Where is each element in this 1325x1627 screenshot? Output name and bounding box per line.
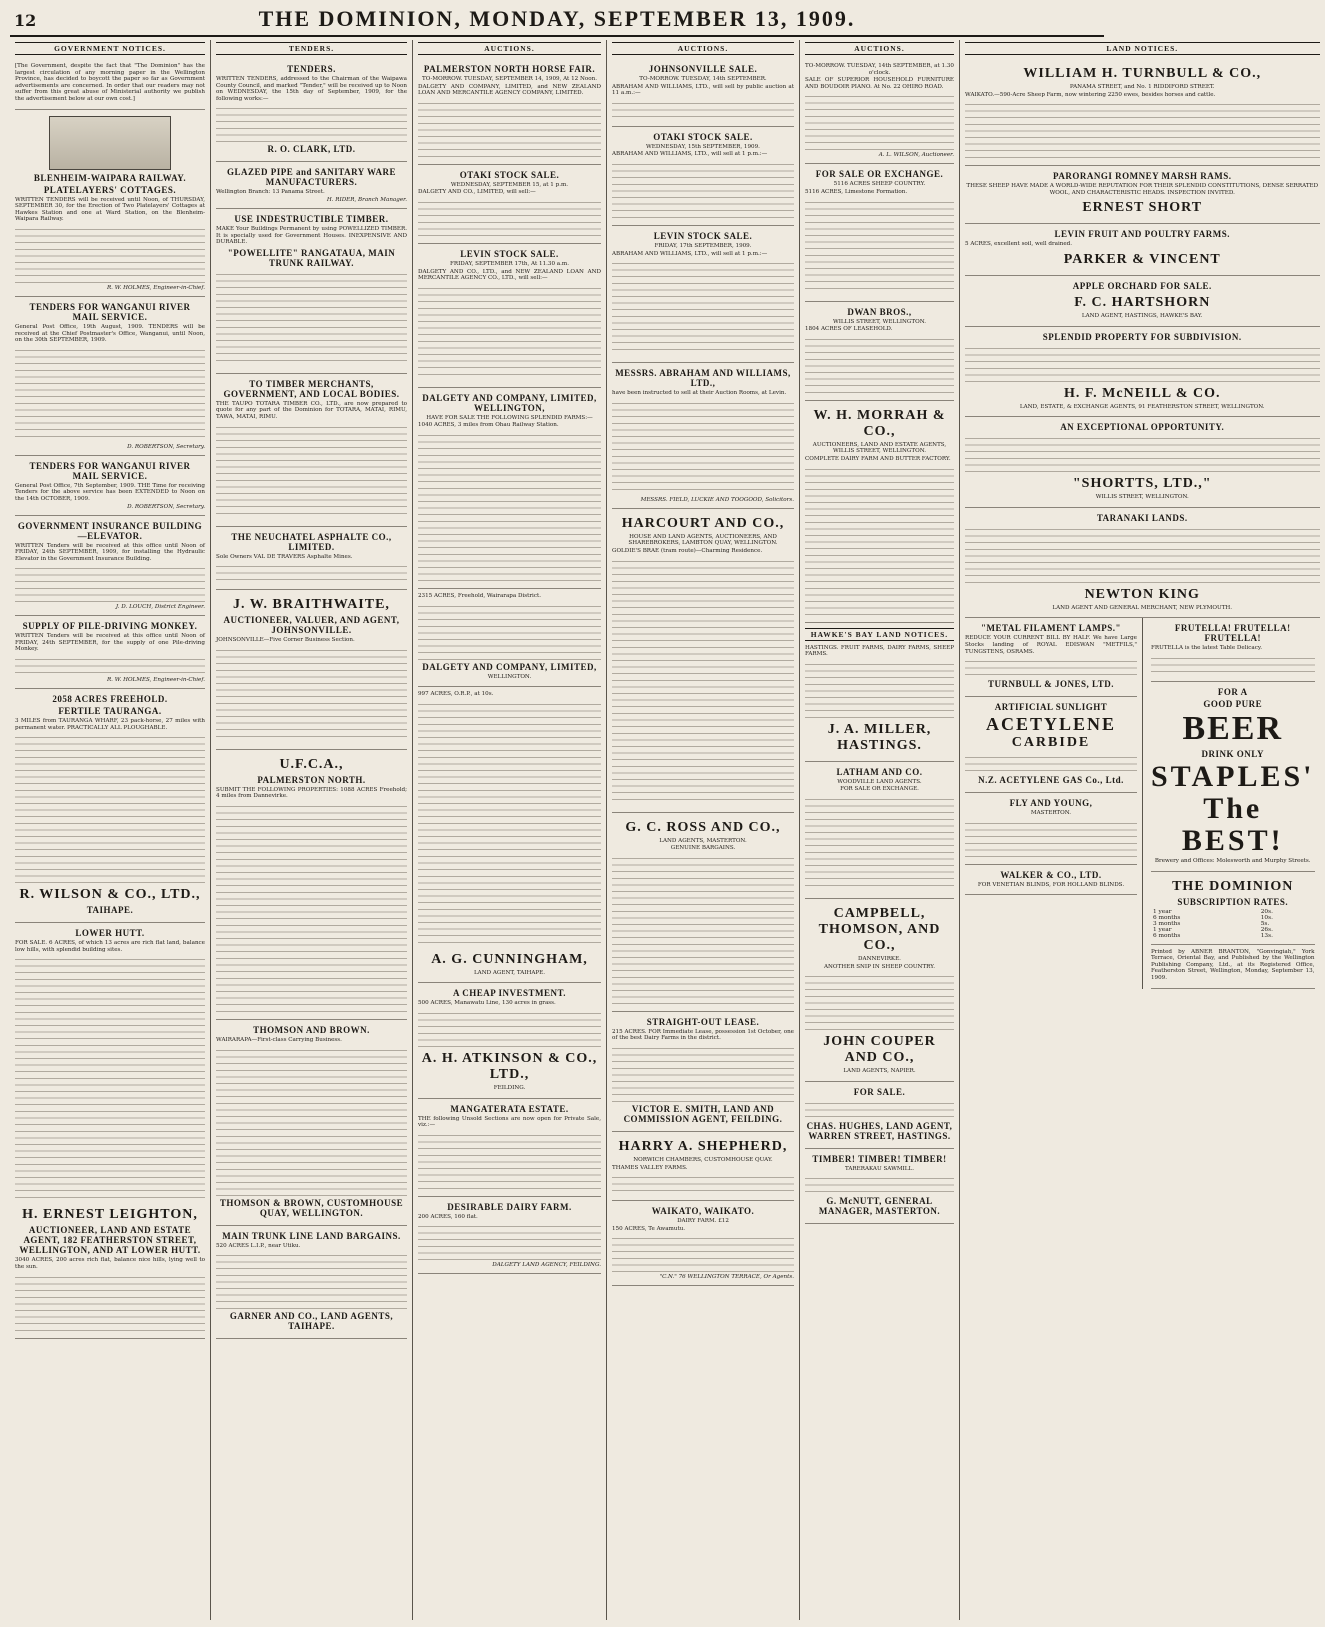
ad-text: 1040 ACRES, 3 miles from Ohau Railway Station. [418,422,559,429]
ad-title: GLAZED PIPE and SANITARY WARE MANUFACTURERS. [226,167,397,188]
carbide-heading: CARBIDE [1011,735,1091,751]
notice-mail-1 [15,297,205,456]
subscription-title: THE DOMINION [1172,878,1294,894]
ad-title: USE INDESTRUCTIBLE TIMBER. [234,213,389,224]
ad-title: AN EXCEPTIONAL OPPORTUNITY. [1060,422,1225,433]
ad-title: LEVIN FRUIT AND POULTRY FARMS. [1054,229,1230,240]
ad-agent: ERNEST SHORT [1082,200,1203,216]
ad-subtitle: DAIRY FARM. £12 [677,1218,729,1225]
ad-text: FOR SALE OR EXCHANGE. [840,786,919,793]
ad-turnbull [965,59,1320,166]
ad-title: SPLENDID PROPERTY FOR SUBDIVISION. [1042,331,1242,342]
ad-text: WAIRARAPA—First-class Carrying Business. [216,1036,342,1043]
ad-title: TIMBER! TIMBER! TIMBER! [812,1153,947,1164]
ad-dwan-bros [805,302,954,401]
ad-agent: F. C. HARTSHORN [1074,294,1211,310]
ad-text: MAKE Your Buildings Permanent by using POWELLIZED TIMBER. It is specially used for Government Houses. INEXPENSIVE AND DURABLE. [216,225,407,246]
ad-agent: W. H. MORRAH & CO., [813,407,946,439]
ad-subtitle: HOUSE AND LAND AGENTS, AUCTIONEERS, AND SHAREBROKERS, LAMBTON QUAY, WELLINGTON. [628,533,778,547]
ad-levin-stock [418,244,601,388]
ad-title: MANGATERATA ESTATE. [450,1103,569,1114]
notice-title: TENDERS FOR WANGANUI RIVER MAIL SERVICE. [29,301,191,322]
ad-johnsonville [612,59,794,127]
notice-mail-2 [15,456,205,516]
ad-title: FLY AND YOUNG, [1009,798,1093,809]
ad-title: TENDERS. [287,64,336,74]
column-2 [211,40,413,1620]
ad-title: 2058 ACRES FREEHOLD. [52,694,168,705]
ad-subtitle: LAND AGENTS, MASTERTON. [659,837,747,844]
column-header: LAND NOTICES. [965,42,1320,55]
ad-title: FOR SALE OR EXCHANGE. [815,169,944,180]
ad-acetylene [965,697,1137,793]
ad-cunningham [418,687,601,983]
ad-signature: R. O. CLARK, LTD. [267,144,356,155]
ad-main-trunk [216,1226,407,1340]
table-row: 6 months 13s. [1153,932,1273,939]
ad-cheap-investment [418,983,601,1098]
ad-taupo-timber [216,374,407,527]
rates-table [1151,909,1315,939]
ad-subtitle: AUCTIONEER, VALUER, AND AGENT, JOHNSONVILLE. [223,615,400,636]
ad-title: THOMSON AND BROWN. [253,1024,370,1035]
ad-levin [612,226,794,363]
ad-title: APPLE ORCHARD FOR SALE. [1072,280,1212,291]
ad-title: WALKER & CO., LTD. [1000,869,1102,880]
ad-dairy-farm [418,1197,601,1275]
ad-asphalte [216,527,407,591]
ad-subscription-rates [1151,872,1315,945]
ad-text: THESE SHEEP HAVE MADE A WORLD-WIDE REPUTATION FOR THEIR SPLENDID CONSTITUTIONS, DENSE SERRATED WOOL, AND CHARACTERISTIC HEADS. INSPECTION INVITED. [966,183,1319,196]
ad-signature: GARNER AND CO., LAND AGENTS, TAIHAPE. [229,1311,394,1332]
table-row: 1 year 26s. [1153,926,1273,933]
notice-signature: R. W. HOLMES, Engineer-in-Chief. [106,284,205,291]
ad-subtitle: MASTERTON. [1030,810,1072,817]
notice-railway [15,110,205,297]
column-1 [10,40,211,1620]
ad-signature: CHAS. HUGHES, LAND AGENT, WARREN STREET, HASTINGS. [806,1120,953,1141]
notice-signature: J. D. LOUCH, District Engineer. [115,604,205,611]
ad-otaki [612,127,794,226]
notice-pile-driving [15,616,205,689]
notice-signature: R. W. HOLMES, Engineer-in-Chief. [106,677,205,684]
ad-title: OTAKI STOCK SALE. [653,131,753,142]
ad-agent: WILLIAM H. TURNBULL & CO., [1023,66,1262,81]
ad-horse-fair [418,59,601,165]
ad-text: WILLIS STREET, WELLINGTON. [1095,494,1189,501]
ad-text: GOLDIE'S BRAE (tram route)—Charming Residence. [612,547,763,554]
ad-title: FRUTELLA! FRUTELLA! FRUTELLA! [1174,623,1291,644]
ad-latham [805,762,954,899]
ad-parorangi [965,166,1320,224]
ad-subtitle: WEDNESDAY, 15th SEPTEMBER, 1909. [646,143,760,150]
ad-title: STRAIGHT-OUT LEASE. [646,1016,760,1027]
ad-taranaki [965,508,1320,619]
ad-text: FOR VENETIAN BLINDS, FOR HOLLAND BLINDS. [977,881,1125,888]
ad-signature: VICTOR E. SMITH, LAND AND COMMISSION AGENT, FEILDING. [623,1103,783,1124]
imprint [1151,945,1315,989]
ad-subtitle: TO-MORROW. TUESDAY, 14th SEPTEMBER, at 1.30 o'clock. [805,63,954,76]
ad-waikato [612,1201,794,1286]
notice-subtitle: PLATELAYERS' COTTAGES. [43,184,177,195]
ad-text: 3040 ACRES, 200 acres rich flat, balance nice hills, lying well to the sun. [15,1257,205,1271]
ad-straight-lease [612,1012,794,1132]
right-lower-left [965,618,1143,988]
ad-signature: N.Z. ACETYLENE GAS Co., Ltd. [978,775,1124,786]
ad-subtitle: LAND AGENTS, NAPIER. [843,1068,916,1075]
notice-text: General Post Office, 19th August, 1909. TENDERS will be received at the Chief Postmaster's Office, Wanganui, until Noon, on the 30th SEPTEMBER, 1909. [15,323,205,344]
ad-text: FRUTELLA is the latest Table Delicacy. [1151,645,1263,652]
column-4 [607,40,800,1620]
ad-walker [965,865,1137,896]
ad-dalgety-wairarapa [418,589,601,687]
notice-text: WRITTEN TENDERS will be received until Noon, of THURSDAY, SEPTEMBER 30, for the Erection of Two Platelayers' Cottages at Hawkes Station and one at Ward Station, on the Blenheim-Waipara Railway. [15,196,205,223]
ad-subtitle: PANAMA STREET, and No. 1 RIDDIFORD STREET. [1069,84,1215,90]
ad-title: "METAL FILAMENT LAMPS." [981,623,1121,634]
ad-lower-hutt [15,923,205,1338]
ad-subtitle: DANNEVIRKE. [858,955,901,962]
notice-signature: D. ROBERTSON, Secretary. [127,503,205,510]
ad-thomson-brown [216,1020,407,1226]
beer-line-1: FOR A [1217,686,1248,697]
table-row: 3 months 5s. [1153,920,1270,927]
ad-subtitle: FRIDAY, SEPTEMBER 17th, At 11.30 a.m. [449,260,569,267]
ad-title: DALGETY AND COMPANY, LIMITED, [422,661,597,672]
staples-word: STAPLES' [1151,759,1315,793]
notice-text: [The Government, despite the fact that "The Dominion" has the largest circulation of any morning paper in the Wellington Province, has decided to boycott the paper so far as Government advertisements are concerned. In order that our readers may not suffer from this great abuse of Ministerial authority we publish the advertisement below at our own cost.] [15,63,205,102]
ad-title: JOHNSONVILLE SALE. [648,64,758,74]
ad-mangaterata [418,1099,601,1197]
ad-otaki-stock [418,165,601,244]
ad-title: WAIKATO, WAIKATO. [651,1206,755,1217]
ad-text: DALGETY AND COMPANY, LIMITED, and NEW ZEALAND LOAN AND MERCANTILE AGENCY COMPANY, LIMITED. [418,83,601,97]
ad-campbell [805,899,954,1082]
beer-line-4: DRINK ONLY [1201,748,1264,759]
ad-text: WRITTEN TENDERS, addressed to the Chairman of the Waipawa County Council, and marked "Tender," will be received up to Noon on WEDNESDAY, the 15th day of September, 1909, for the following works:— [216,76,407,102]
ad-text: WAIKATO.—590-Acre Sheep Farm, now wintering 2250 ewes, besides horses and cattle. [965,91,1216,98]
masthead [10,6,1104,37]
ad-text: 150 ACRES, Te Awamutu. [612,1225,686,1232]
beer-line-2: GOOD PURE [1203,698,1263,709]
ad-text: THE following Unsold Sections are now open for Private Sale, viz.:— [418,1115,601,1129]
ad-agent: H. ERNEST LEIGHTON, [22,1207,198,1223]
ad-text: 3 MILES from TAURANGA WHARF, 23 pack-horse, 27 miles with permanent water. PRACTICALLY ALL PLOUGHABLE. [15,718,205,731]
ad-signature: Brewery and Offices: Molesworth and Murphy Streets. [1154,857,1311,864]
ad-title: LATHAM AND CO. [836,766,923,777]
newspaper-title: THE DOMINION, MONDAY, SEPTEMBER 13, 1909. [258,6,856,31]
ad-text: 215 ACRES. FOR Immediate Lease, possession 1st October, one of the best Dairy Farms in the district. [612,1028,794,1042]
ad-signature: DALGETY LAND AGENCY, FEILDING. [492,1262,601,1269]
table-row: 1 year 20s. [1153,908,1273,915]
ad-signature: G. McNUTT, GENERAL MANAGER, MASTERTON. [818,1196,941,1217]
ad-text: LAND, ESTATE, & EXCHANGE AGENTS, 91 FEATHERSTON STREET, WELLINGTON. [1019,403,1265,410]
ad-levin-fruit [965,224,1320,276]
ad-agent: NEWTON KING [1084,586,1200,602]
ad-subtitle: WEDNESDAY, SEPTEMBER 15, at 1 p.m. [450,181,569,188]
ad-agent: H. F. McNEILL & CO. [1063,385,1221,401]
ad-subtitle: LAND AGENT, TAIHAPE. [473,969,546,976]
ad-subtitle: TO-MORROW. TUESDAY, 14th SEPTEMBER. [639,76,767,82]
ad-text: THE TAUPO TOTARA TIMBER CO., LTD., are now prepared to quote for any part of the Dominion for TOTARA, MATAI, RIMU, TAWA, MATAI, RIMU. [216,400,407,420]
ad-text: 500 ACRES, Manawatu Line, 130 acres in grass. [418,1000,556,1007]
ad-title: LEVIN STOCK SALE. [653,230,753,241]
ad-text: ABRAHAM AND WILLIAMS, LTD., will sell by public auction at 11 a.m.:— [612,83,794,97]
notice-title: BLENHEIM-WAIPARA RAILWAY. [33,172,187,183]
ad-title: THE NEUCHATEL ASPHALTE CO., LIMITED. [231,531,392,552]
ad-title: MAIN TRUNK LINE LAND BARGAINS. [222,1230,401,1241]
ad-signature: A. L. WILSON, Auctioneer. [878,152,954,159]
column-3 [413,40,607,1620]
ad-tauranga [15,689,205,923]
page-number: 12 [14,11,37,30]
ad-text: Sole Owners VAL DE TRAVERS Asphalte Mines. [216,553,353,560]
ad-subtitle: WILLIS STREET, WELLINGTON. [832,318,927,325]
ad-text: 200 ACRES, 160 flat. [418,1213,478,1220]
ad-text: REDUCE YOUR CURRENT BILL BY HALF. We have Large Stocks landing of ROYAL EDISWAN "METFILS," TUNGSTENS, OSRAMS. [965,635,1137,655]
ad-text: LAND AGENT, HASTINGS, HAWKE'S BAY. [1081,312,1203,319]
ad-subdivision [965,327,1320,418]
ad-signature: TURNBULL & JONES, LTD. [988,679,1114,690]
ad-glazed-pipe [216,162,407,209]
table-row: 6 months 10s. [1153,914,1273,921]
ad-agent: R. WILSON & CO., LTD., [19,887,201,903]
ad-ross [612,813,794,1012]
ad-title: OTAKI STOCK SALE. [459,169,560,180]
ad-text: 520 ACRES L.I.P., near Utiku. [216,1242,301,1249]
ad-text: GENUINE BARGAINS. [670,845,736,852]
railway-crest-illustration [49,116,171,170]
imprint-text: Printed by ABNER BRANTON, "Gonvingiah," York Terrace, Oriental Bay, and Published by the Wellington Publishing Company, Ltd., at its Registered Office, Featherston Street, Wellington, Monday, September 13, 1909. [1151,948,1315,981]
ad-text: ANOTHER SNIP IN SHEEP COUNTRY. [824,963,935,970]
ad-tenders [216,59,407,162]
ad-agent: A. G. CUNNINGHAM, [431,951,588,967]
column-header: AUCTIONS. [418,42,601,55]
ad-text: DALGETY AND CO., LTD., and NEW ZEALAND LOAN AND MERCANTILE AGENCY CO., LTD., will sell:— [418,268,601,282]
beer-word: BEER [1182,709,1284,747]
notice-text: WRITTEN Tenders will be received at this office until Noon of FRIDAY, 24th SEPTEMBER, for the supply of one Pile-driving Monkey. [15,633,205,653]
ad-text: 1804 ACRES OF LEASEHOLD. [805,326,893,333]
ad-subtitle: WOODVILLE LAND AGENTS. [837,778,922,785]
ad-agent: HARCOURT AND CO., [621,515,785,531]
ad-title: DWAN BROS., [847,306,912,317]
ad-title: ARTIFICIAL SUNLIGHT [994,702,1108,713]
ad-subtitle: TO-MORROW. TUESDAY, SEPTEMBER 14, 1909, At 12 Noon. [422,76,597,82]
ad-text: JOHNSONVILLE—Five Corner Business Section. [216,637,355,644]
ad-fly-young [965,793,1137,865]
ad-signature: THOMSON & BROWN, CUSTOMHOUSE QUAY, WELLINGTON. [219,1197,404,1218]
ad-timber-sawmill [805,1149,954,1225]
ad-subtitle: NORWICH CHAMBERS, CUSTOMHOUSE QUAY. [633,1156,773,1163]
ad-ufca [216,750,407,1020]
notice-title: TENDERS FOR WANGANUI RIVER MAIL SERVICE. [29,460,191,481]
ad-subtitle: AUCTIONEERS, LAND AND ESTATE AGENTS, WILLIS STREET, WELLINGTON. [812,441,947,455]
ad-agent: CAMPBELL, THOMSON, AND CO., [818,905,941,953]
ad-agent: JOHN COUPER AND CO., [823,1034,936,1066]
ad-agent-location: TAIHAPE. [86,905,134,916]
ad-text: 5116 ACRES, Limestone Formation. [805,188,908,195]
ad-title: LOWER HUTT. [75,928,145,939]
ad-signature: MESSRS. FIELD, LUCKIE AND TOOGOOD, Solicitors. [640,496,794,503]
ad-title: FOR SALE. [853,1086,906,1097]
ad-title: DESIRABLE DAIRY FARM. [447,1201,572,1212]
ad-title: DALGETY AND COMPANY, LIMITED, WELLINGTON, [422,392,597,413]
ad-subtitle: PALMERSTON NORTH. [257,774,366,785]
ad-title: TARANAKI LANDS. [1096,512,1188,523]
ad-title: LEVIN STOCK SALE. [460,248,559,259]
ad-timber [216,209,407,374]
ad-opportunity [965,417,1320,508]
ad-text: ABRAHAM AND WILLIAMS, LTD., will sell at 1 p.m.:— [612,151,768,158]
ad-furniture-sale [805,59,954,164]
the-best-word: The BEST! [1181,791,1284,857]
ad-text: DALGETY AND CO., LIMITED, will sell:— [418,189,536,196]
ad-text: SUBMIT THE FOLLOWING PROPERTIES: 1088 ACRES Freehold; 4 miles from Dannevirke. [216,786,407,800]
ad-text: SALE OF SUPERIOR HOUSEHOLD FURNITURE AND BOUDOIR PIANO. At No. 22 OHIRO ROAD. [805,77,954,90]
columns [10,40,1319,1620]
ad-agent: J. A. MILLER, HASTINGS. [827,721,932,753]
ad-subtitle: FRIDAY, 17th SEPTEMBER, 1909. [654,242,752,249]
ad-text: ABRAHAM AND WILLIAMS, LTD., will sell at 1 p.m.:— [612,250,768,257]
ad-title: MESSRS. ABRAHAM AND WILLIAMS, LTD., [615,368,791,389]
column-header: TENDERS. [216,42,407,55]
ad-subtitle: FERTILE TAURANGA. [58,706,162,717]
ad-title: TO TIMBER MERCHANTS, GOVERNMENT, AND LOCAL BODIES. [223,378,400,399]
section-header: HAWKE'S BAY LAND NOTICES. [805,628,954,641]
column-6 [960,40,1325,1620]
ad-agent: "SHORTTS, LTD.," [1072,476,1212,492]
ad-agent: U.F.C.A., [279,756,344,772]
right-lower-right [1151,618,1320,988]
ad-text: 997 ACRES, O.R.P., at 10s. [418,691,494,698]
ad-subtitle: HAVE FOR SALE THE FOLLOWING SPLENDID FARMS:— [426,414,593,421]
subscription-subtitle: SUBSCRIPTION RATES. [1177,896,1289,907]
ad-agent: HARRY A. SHEPHERD, [618,1138,788,1154]
ad-hughes [805,1082,954,1149]
ad-text: 5 ACRES, excellent soil, well drained. [965,241,1073,248]
ad-frutella [1151,618,1315,682]
ad-subtitle: 5116 ACRES SHEEP COUNTRY. [833,181,926,188]
ad-hawkes-bay [805,623,954,762]
ad-text: LAND AGENT AND GENERAL MERCHANT, NEW PLYMOUTH. [1052,604,1233,611]
ad-text: have been instructed to sell at their Auction Rooms, at Levin. [612,390,787,397]
ad-text: Wellington Branch: 13 Panama Street. [216,189,325,196]
ad-dalgety-farms [418,388,601,589]
ad-subtitle: "POWELLITE" RANGATAUA, MAIN TRUNK RAILWAY. [227,247,396,268]
ad-text: COMPLETE DAIRY FARM AND BUTTER FACTORY. [805,455,951,462]
notice-title: GOVERNMENT INSURANCE BUILDING—ELEVATOR. [17,520,203,541]
ad-agent: G. C. ROSS AND CO., [625,819,781,835]
notice-signature: D. ROBERTSON, Secretary. [127,443,205,450]
ad-subtitle: WELLINGTON. [487,673,532,680]
ad-sheep-country [805,164,954,301]
column-header: AUCTIONS. [805,42,954,55]
ad-morrah [805,401,954,623]
notice-elevator [15,516,205,617]
notice-text: General Post Office, 7th September, 1909. THE Time for receiving Tenders for the above service has been EXTENDED to Noon on the 14th OCTOBER, 1909. [15,482,205,502]
ad-shepherd [612,1132,794,1201]
ad-text: FOR SALE. 6 ACRES, of which 13 acres are rich flat land, balance low hills, with splendid building sites. [15,940,205,953]
ad-abraham-williams [612,363,794,509]
ad-subtitle: TARERAKAU SAWMILL. [844,1165,915,1172]
ad-signature: H. RIDER, Branch Manager. [326,196,407,203]
ad-braithwaite [216,590,407,750]
column-header: AUCTIONS. [612,42,794,55]
ad-agent: J. W. BRAITHWAITE, [233,597,390,613]
ad-text: THAMES VALLEY FARMS. [612,1164,688,1171]
ad-harcourt [612,509,794,813]
column-5 [800,40,960,1620]
ad-agent: A. H. ATKINSON & CO., LTD., [421,1050,598,1082]
ad-metal-lamps [965,618,1137,697]
ad-staples-beer [1151,682,1315,872]
column-header: GOVERNMENT NOTICES. [15,42,205,55]
notice-boycott [15,59,205,110]
ad-text: HASTINGS. FRUIT FARMS, DAIRY FARMS, SHEEP FARMS. [805,644,954,658]
ad-title: A CHEAP INVESTMENT. [452,988,567,999]
ad-text: 2315 ACRES, Freehold, Wairarapa District. [418,592,542,599]
ad-title: PALMERSTON NORTH HORSE FAIR. [423,64,596,74]
ad-subtitle: FEILDING. [493,1084,526,1091]
notice-text: WRITTEN Tenders will be received at this office until Noon of FRIDAY, 24th SEPTEMBER, 1909, for installing the Hydraulic Elevator in the Government Insurance Building. [15,542,205,562]
ad-apple-orchard [965,276,1320,327]
notice-title: SUPPLY OF PILE-DRIVING MONKEY. [22,621,198,632]
ad-agent-address: AUCTIONEER, LAND AND ESTATE AGENT, 182 FEATHERSTON STREET, WELLINGTON, AND AT LOWER HUTT. [19,1225,201,1256]
ad-signature: "C.N." 76 WELLINGTON TERRACE, Or Agents. [659,1274,794,1281]
acetylene-heading: ACETYLENE [985,714,1117,735]
ad-title: PARORANGI ROMNEY MARSH RAMS. [1053,171,1232,182]
right-lower-block [965,618,1320,988]
ad-agent: PARKER & VINCENT [1063,251,1221,267]
